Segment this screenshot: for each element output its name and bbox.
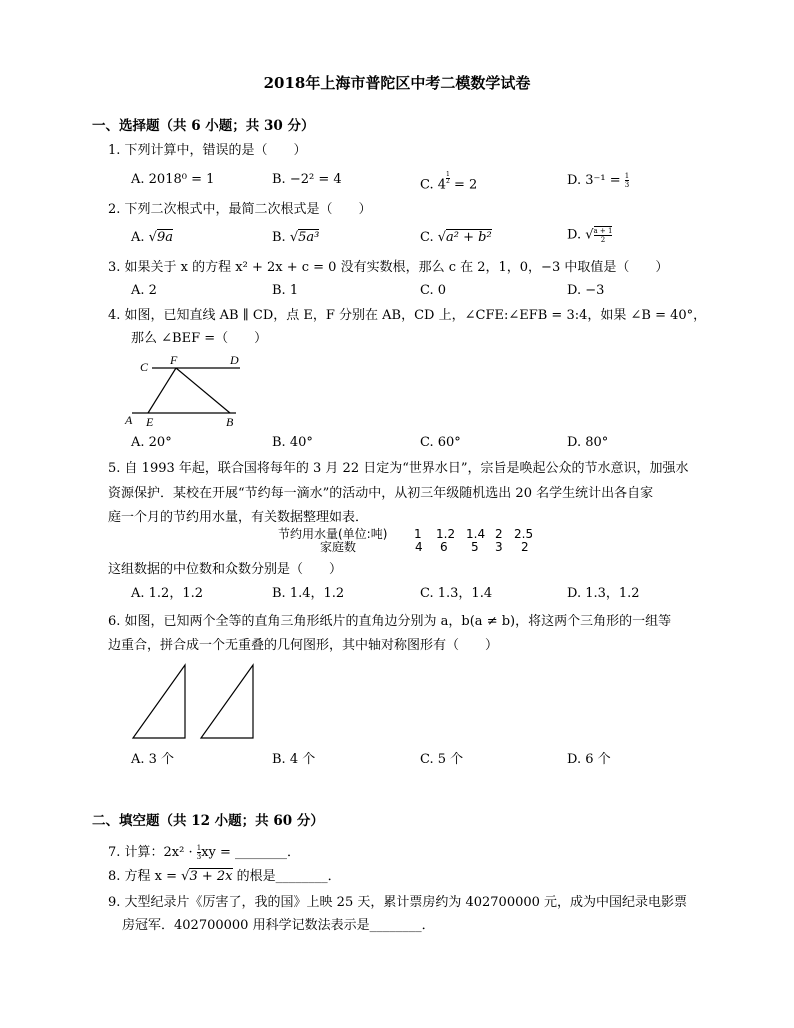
q3-option-a: A. 2: [131, 283, 157, 298]
q4-figure: [122, 352, 252, 432]
table-cell: 3: [495, 540, 503, 554]
table-cell: 5: [471, 540, 479, 554]
q2-option-c: C. √a² + b²: [420, 230, 492, 245]
q4-stem-line2: 那么 ∠BEF =（ ）: [131, 331, 268, 346]
q6-option-d: D. 6 个: [567, 752, 611, 767]
q2-option-b: B. √5a³: [272, 230, 320, 245]
q7: 7. 计算：2x² · $\frac{1}{3}$ xy = ________．: [108, 844, 301, 861]
q4-option-a: A. 20°: [131, 435, 172, 450]
table-cell: 1.4: [466, 527, 486, 541]
q3-option-c: C. 0: [420, 283, 447, 298]
q6-figure: [128, 660, 268, 742]
q6-option-b: B. 4 个: [272, 752, 316, 767]
q3-option-d: D. −3: [567, 283, 605, 298]
q1-option-d: D. 3⁻¹ = $\frac{1}{3}$: [567, 172, 630, 189]
table-cell: 4: [415, 540, 423, 554]
label-e: E: [146, 415, 154, 429]
label-d: D: [230, 353, 239, 367]
q5-line3: 庭一个月的节约用水量，有关数据整理如表．: [108, 510, 369, 525]
q4-option-c: C. 60°: [420, 435, 461, 450]
q4-option-b: B. 40°: [272, 435, 313, 450]
q1-stem: 1. 下列计算中，错误的是（ ）: [108, 143, 307, 158]
triangle-left: [133, 665, 185, 738]
q5-option-d: D. 1.3，1.2: [567, 586, 640, 601]
q9-line2: 房冠军．402700000 用科学记数法表示是________．: [122, 918, 435, 933]
label-c: C: [140, 360, 149, 374]
q2-option-a: A. √9a: [131, 230, 173, 245]
table-row-label-usage: 节约用水量(单位:吨): [278, 527, 388, 541]
q5-data-table: [270, 528, 570, 558]
q5-option-a: A. 1.2，1.2: [131, 586, 204, 601]
section-heading-fill: 二、填空题（共 12 小题；共 60 分）: [92, 813, 324, 829]
table-cell: 6: [440, 540, 448, 554]
q5-line2: 资源保护．某校在开展“节约每一滴水”的活动中，从初三年级随机选出 20 名学生统计出各自家: [108, 486, 654, 501]
label-f: F: [170, 353, 178, 367]
q9-line1: 9. 大型纪录片《厉害了，我的国》上映 25 天，累计票房约为 402700000 元，成为中国纪录电影票: [108, 895, 688, 910]
q8: 8. 方程 x = √3 + 2x 的根是________．: [108, 869, 341, 884]
q1-option-b: B. −2² = 4: [272, 172, 342, 187]
q1-option-a: A. 2018⁰ = 1: [131, 172, 215, 187]
q5-option-b: B. 1.4，1.2: [272, 586, 345, 601]
label-a: A: [125, 413, 133, 427]
q4-option-d: D. 80°: [567, 435, 609, 450]
q3-option-b: B. 1: [272, 283, 299, 298]
section-heading-choice: 一、选择题（共 6 小题；共 30 分）: [92, 118, 315, 134]
q4-stem-line1: 4. 如图，已知直线 AB ∥ CD，点 E，F 分别在 AB，CD 上，∠CFE:∠EFB = 3:4，如果 ∠B = 40°，: [108, 308, 707, 323]
segment-fe: [148, 368, 176, 413]
q3-stem: 3. 如果关于 x 的方程 x² + 2x + c = 0 没有实数根，那么 c 在 2，1，0，−3 中取值是（ ）: [108, 260, 669, 275]
table-cell: 1.2: [436, 527, 456, 541]
q1-option-c: C. 4 $\frac{1}{2}$ = 2: [420, 171, 478, 193]
q6-option-c: C. 5 个: [420, 752, 464, 767]
q5-option-c: C. 1.3，1.4: [420, 586, 493, 601]
table-cell: 2: [521, 540, 529, 554]
q6-option-a: A. 3 个: [131, 752, 175, 767]
q6-line1: 6. 如图，已知两个全等的直角三角形纸片的直角边分别为 a，b(a ≠ b)，将这两个三角形的一组等: [108, 614, 672, 629]
q6-line2: 边重合，拼合成一个无重叠的几何图形，其中轴对称图形有（ ）: [108, 638, 499, 653]
q5-line4: 这组数据的中位数和众数分别是（ ）: [108, 562, 343, 577]
segment-fb: [176, 368, 230, 413]
page-title: 2018年上海市普陀区中考二模数学试卷: [263, 74, 531, 92]
table-cell: 2: [495, 527, 503, 541]
q2-option-d: D. √ $\frac{a + 1}{2}$: [567, 227, 613, 244]
table-row-label-count: 家庭数: [320, 540, 357, 554]
triangle-right: [201, 665, 253, 738]
table-cell: 1: [414, 527, 422, 541]
table-cell: 2.5: [514, 527, 534, 541]
q5-line1: 5. 自 1993 年起，联合国将每年的 3 月 22 日定为“世界水日”，宗旨是唤起公众的节水意识，加强水: [108, 461, 689, 476]
label-b: B: [226, 415, 234, 429]
q2-stem: 2. 下列二次根式中，最简二次根式是（ ）: [108, 202, 372, 217]
